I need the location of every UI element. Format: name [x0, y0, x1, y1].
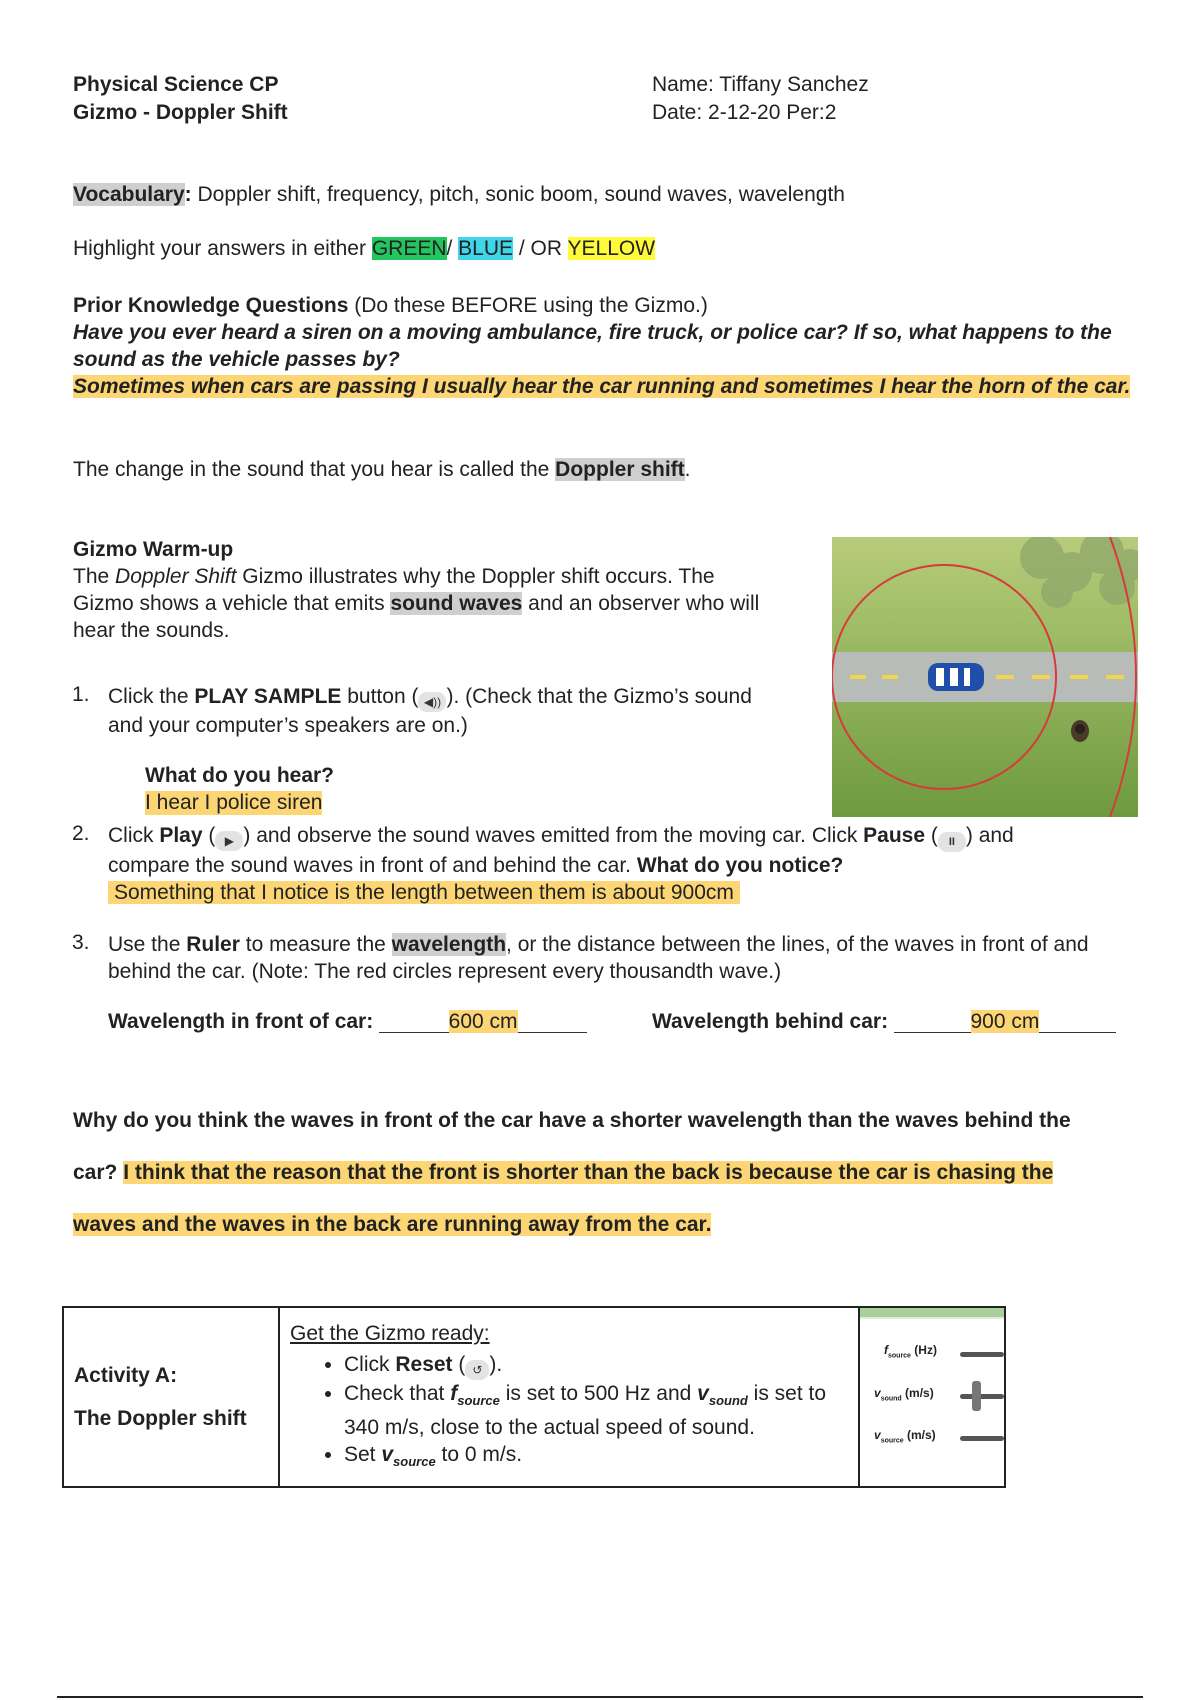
highlight-prefix: Highlight your answers in either	[73, 237, 372, 260]
warmup-gizmo-name: Doppler Shift	[115, 565, 237, 588]
prior-knowledge-section	[73, 292, 1138, 400]
q2-c: (	[202, 824, 216, 847]
step3-a: Set	[344, 1443, 382, 1467]
play-icon: ▶	[215, 831, 243, 851]
behind-wavelength-blank[interactable]	[894, 1010, 1116, 1033]
f-source-subscript: source	[457, 1393, 500, 1409]
v-sound-slider[interactable]	[960, 1394, 1004, 1399]
q2-text	[108, 822, 1148, 906]
prior-knowledge-note: (Do these BEFORE using the Gizmo.)	[348, 294, 708, 317]
activity-instructions-cell	[279, 1307, 859, 1487]
warmup-p1: The	[73, 565, 116, 588]
q2-h: compare the sound waves in front of and behind the car.	[108, 854, 637, 877]
step2-c: is set to 340 m/s, close to the actual speed of sound.	[344, 1382, 827, 1440]
pause-icon: II	[938, 832, 966, 852]
play-sample-term: PLAY SAMPLE	[194, 685, 342, 708]
warmup-heading: Gizmo Warm-up	[73, 538, 234, 561]
v-source-slider[interactable]	[960, 1436, 1004, 1441]
speaker-icon: ◀))	[418, 692, 446, 712]
course-title: Physical Science CP	[73, 73, 279, 96]
q3-c: to measure the	[239, 933, 392, 956]
slider-f-source-label	[884, 1343, 937, 1359]
why-question: Why do you think the waves in front of the car have a shorter wavelength than the waves behind the	[73, 1109, 1071, 1132]
slider-panel	[860, 1319, 1004, 1479]
setup-step-check	[344, 1380, 858, 1441]
q2-answer: Something that I notice is the length between them is about 900cm	[108, 881, 740, 904]
warmup-line-1	[73, 563, 813, 590]
step3-b: to 0 m/s.	[435, 1443, 523, 1467]
v-sound-slider-knob[interactable]	[972, 1381, 981, 1411]
highlight-instructions	[73, 237, 655, 261]
slider2-unit: (m/s)	[901, 1386, 934, 1400]
setup-step-reset	[344, 1351, 858, 1380]
v-symbol-2: v	[381, 1443, 394, 1467]
why-question-block	[73, 1095, 1153, 1251]
behind-wavelength-value: 900 cm	[970, 1010, 1040, 1033]
slider1-sub: source	[888, 1352, 911, 1360]
warmup-p3: Gizmo shows a vehicle that emits	[73, 592, 391, 615]
front-wavelength-value: 600 cm	[448, 1010, 518, 1033]
q3-a: Use the	[108, 933, 187, 956]
v-symbol: v	[697, 1382, 709, 1405]
warmup-line-3: hear the sounds.	[73, 619, 230, 642]
date-period: Date: 2-12-20 Per:2	[652, 101, 837, 124]
step2-a: Check that	[344, 1382, 451, 1405]
vocabulary-line	[73, 183, 845, 207]
vocabulary-label: Vocabulary	[73, 183, 185, 206]
prior-knowledge-heading: Prior Knowledge Questions	[73, 294, 349, 317]
q1-text	[108, 683, 828, 739]
warmup-line-2	[73, 590, 813, 617]
q3-f: behind the car. (Note: The red circles represent every thousandth wave.)	[108, 960, 782, 983]
warmup-section	[73, 536, 813, 644]
q3-e: , or the distance between the lines, of the waves in front of and	[506, 933, 1089, 956]
q2-a: Click	[108, 824, 160, 847]
sep-2: / OR	[513, 237, 568, 260]
green-option: GREEN	[371, 237, 447, 260]
student-name: Name: Tiffany Sanchez	[652, 73, 869, 96]
slider1-unit: (Hz)	[910, 1343, 937, 1357]
wavelength-term: wavelength	[391, 933, 507, 956]
slider3-unit: (m/s)	[903, 1428, 936, 1442]
q3-text	[108, 931, 1158, 985]
setup-steps-list	[290, 1351, 858, 1475]
front-wavelength-blank[interactable]	[379, 1010, 587, 1033]
prior-knowledge-question: Have you ever heard a siren on a moving ambulance, fire truck, or police car? If so, what happens to the sound as the vehicle passes by?	[73, 321, 1112, 371]
doppler-shift-term: Doppler shift	[555, 458, 685, 481]
warmup-p2: Gizmo illustrates why the Doppler shift occurs. The	[236, 565, 715, 588]
activity-subtitle: The Doppler shift	[74, 1407, 247, 1430]
step2-b: is set to 500 Hz and	[499, 1382, 698, 1405]
reset-icon: ↺	[465, 1360, 489, 1380]
front-wavelength-row	[108, 1010, 587, 1034]
behind-wavelength-label: Wavelength behind car:	[652, 1010, 889, 1033]
q1-d: ). (Check that the Gizmo’s sound	[446, 685, 752, 708]
v-sound-subscript: sound	[708, 1393, 748, 1409]
slider-v-sound-label	[874, 1386, 934, 1402]
play-term: Play	[159, 824, 203, 847]
slider-v-source-label	[874, 1428, 936, 1444]
f-symbol: f	[450, 1382, 458, 1405]
f-source-slider[interactable]	[960, 1352, 1004, 1357]
pause-term: Pause	[863, 824, 926, 847]
step1-c: (	[452, 1353, 466, 1376]
sep-1: /	[446, 237, 459, 260]
q1-e: and your computer’s speakers are on.)	[108, 714, 468, 737]
q2-number: 2.	[72, 822, 90, 845]
warmup-p4: and an observer who will	[522, 592, 760, 615]
why-answer-line-1: I think that the reason that the front is shorter than the back is because the car is chasing the	[123, 1161, 1054, 1184]
q1-a: Click the	[108, 685, 195, 708]
slider3-sub: source	[880, 1437, 904, 1445]
vocabulary-colon: :	[184, 183, 192, 206]
activity-title: Activity A:	[74, 1364, 178, 1387]
q2-prompt: What do you notice?	[636, 854, 844, 877]
setup-step-set	[344, 1441, 858, 1475]
prior-knowledge-answer: Sometimes when cars are passing I usually hear the car running and sometimes I hear the horn of the car.	[73, 375, 1131, 398]
q1-c: button (	[341, 685, 419, 708]
why-question-end: car?	[73, 1161, 118, 1184]
blue-option: BLUE	[458, 237, 514, 260]
q3-number: 3.	[72, 931, 90, 954]
activity-title-cell	[63, 1307, 279, 1487]
q1-prompt: What do you hear?	[145, 764, 334, 787]
yellow-option: YELLOW	[567, 237, 656, 260]
front-wavelength-label: Wavelength in front of car:	[108, 1010, 374, 1033]
q1-answer: I hear I police siren	[145, 791, 323, 814]
reset-term: Reset	[395, 1353, 453, 1376]
gizmo-controls-cell	[859, 1307, 1005, 1487]
slider2-sym: v	[874, 1386, 881, 1400]
q2-d: ) and observe the sound waves emitted from the moving car. Click	[243, 824, 864, 847]
doppler-suffix: .	[684, 458, 691, 481]
slider1-sym: f	[884, 1343, 888, 1357]
activity-a-table	[62, 1306, 1006, 1488]
step1-a: Click	[344, 1353, 396, 1376]
gizmo-simulation-image	[832, 537, 1138, 817]
why-answer-line-2: waves and the waves in the back are running away from the car.	[73, 1213, 712, 1236]
q1-number: 1.	[72, 683, 90, 706]
slider2-sub: sound	[880, 1395, 902, 1403]
vocabulary-terms: Doppler shift, frequency, pitch, sonic boom, sound waves, wavelength	[191, 183, 845, 206]
behind-wavelength-row	[652, 1010, 1116, 1034]
assignment-title: Gizmo - Doppler Shift	[73, 101, 288, 124]
doppler-shift-sentence	[73, 458, 691, 482]
gizmo-ready-heading: Get the Gizmo ready:	[290, 1322, 490, 1345]
controls-header-bar	[860, 1308, 1004, 1319]
doppler-prefix: The change in the sound that you hear is called the	[73, 458, 556, 481]
page-bottom-rule	[57, 1696, 1143, 1698]
observer-icon	[1071, 720, 1089, 742]
q2-g: ) and	[965, 824, 1014, 847]
v-source-subscript: source	[393, 1454, 436, 1470]
ruler-term: Ruler	[186, 933, 240, 956]
road	[832, 652, 1138, 702]
sound-waves-term: sound waves	[390, 592, 523, 615]
car-icon	[928, 663, 984, 691]
step1-d: ).	[489, 1353, 503, 1376]
q2-f: (	[925, 824, 938, 847]
doppler-scene-svg	[832, 537, 1138, 817]
slider3-sym: v	[874, 1428, 881, 1442]
